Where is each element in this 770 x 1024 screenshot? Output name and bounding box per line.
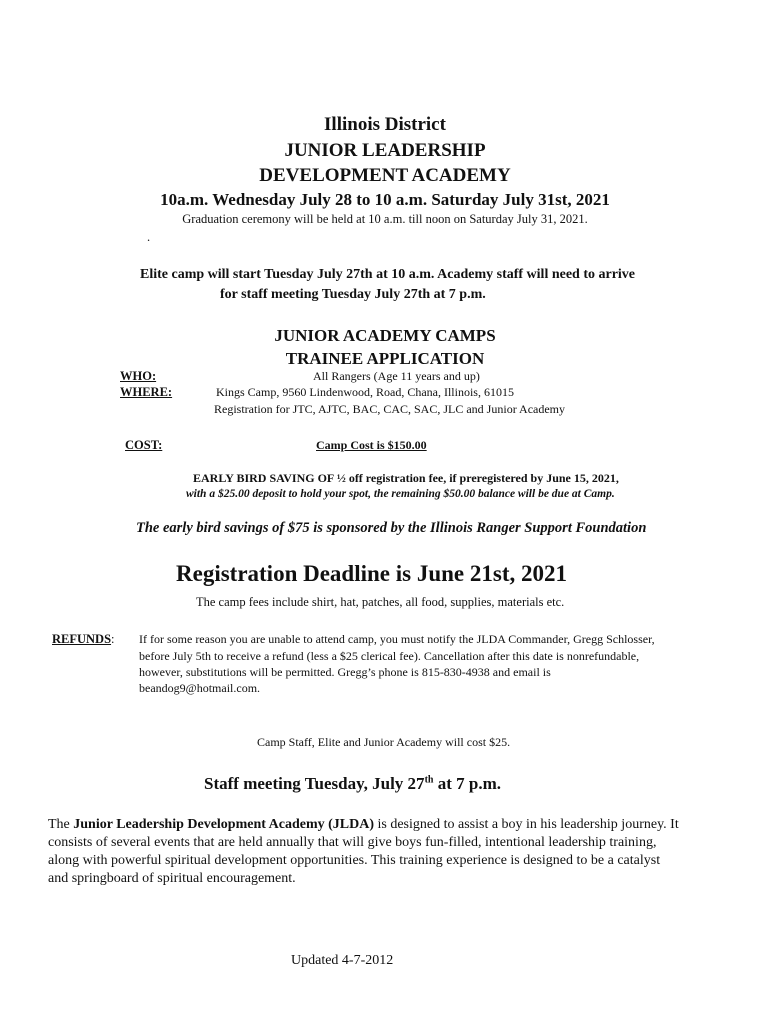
staff-meeting-post: at 7 p.m. (433, 774, 501, 793)
about-rest1: is designed to assist a boy in his leadership journey. It (374, 817, 679, 832)
academy-dates: 10a.m. Wednesday July 28 to 10 a.m. Saturday July 31st, 2021 (160, 190, 610, 209)
updated-date: Updated 4-7-2012 (291, 953, 394, 968)
refunds-colon: : (111, 632, 115, 646)
about-paragraph (48, 816, 748, 888)
refunds-label-text: REFUNDS (52, 632, 112, 646)
refunds-email: beandog9@hotmail.com. (139, 681, 261, 695)
who-value: All Rangers (Age 11 years and up) (313, 369, 480, 383)
early-bird-line2: with a $25.00 deposit to hold your spot, the remaining $50.00 balance will be due at Camp. (186, 488, 615, 500)
staff-cost-note: Camp Staff, Elite and Junior Academy will cost $25. (257, 735, 511, 749)
graduation-note: Graduation ceremony will be held at 10 a.m. till noon on Saturday July 31, 2021. (182, 212, 588, 226)
where-value-address: Kings Camp, 9560 Lindenwood, Road, Chana, Illinois, 61015 (216, 385, 514, 399)
application-title: TRAINEE APPLICATION (285, 349, 485, 368)
stray-dot: . (147, 230, 151, 244)
program-title-line2: DEVELOPMENT ACADEMY (259, 165, 511, 186)
about-line3: along with powerful spiritual development opportunities. This training experience is designed to be a catalyst (48, 853, 661, 868)
elite-camp-line2: for staff meeting Tuesday July 27th at 7 p.m. (220, 287, 486, 302)
cost-label: COST: (125, 438, 163, 452)
where-label-text: WHERE: (120, 385, 173, 399)
sponsor-note: The early bird savings of $75 is sponsored by the Illinois Ranger Support Foundation (136, 520, 647, 536)
about-jlda-name: Junior Leadership Development Academy (JLDA) (73, 817, 374, 832)
about-the: The (48, 817, 74, 832)
fees-include-note: The camp fees include shirt, hat, patches, all food, supplies, materials etc. (196, 595, 565, 609)
about-line2: consists of several events that are held annually that will give boys fun-filled, intentional leadership training, (48, 835, 657, 850)
camps-title: JUNIOR ACADEMY CAMPS (274, 326, 496, 345)
cost-value: Camp Cost is $150.00 (316, 438, 427, 452)
refunds-line3: however, substitutions will be permitted. Gregg’s phone is 815-830-4938 and email is (139, 665, 551, 679)
staff-meeting-heading (204, 774, 501, 794)
where-value-registration: Registration for JTC, AJTC, BAC, CAC, SAC, JLC and Junior Academy (214, 402, 565, 416)
refunds-line2: before July 5th to receive a refund (less a $25 clerical fee). Cancellation after this date is nonrefundable, (139, 649, 640, 663)
refunds-line1: If for some reason you are unable to attend camp, you must notify the JLDA Commander, Gregg Schlosser, (139, 632, 655, 646)
elite-camp-line1: Elite camp will start Tuesday July 27th at 10 a.m. Academy staff will need to arrive (140, 267, 636, 282)
refunds-label (52, 632, 115, 647)
registration-deadline: Registration Deadline is June 21st, 2021 (176, 561, 567, 586)
about-line4: and springboard of spiritual encouragement. (48, 871, 296, 886)
about-line1 (48, 816, 748, 834)
early-bird-line1: EARLY BIRD SAVING OF ½ off registration fee, if preregistered by June 15, 2021, (193, 471, 619, 485)
district-title: Illinois District (324, 114, 446, 135)
staff-meeting-sup: th (424, 774, 434, 786)
staff-meeting-pre: Staff meeting Tuesday, July 27 (204, 774, 425, 793)
where-label (120, 385, 172, 400)
program-title-line1: JUNIOR LEADERSHIP (284, 140, 486, 161)
who-label: WHO: (120, 369, 157, 383)
